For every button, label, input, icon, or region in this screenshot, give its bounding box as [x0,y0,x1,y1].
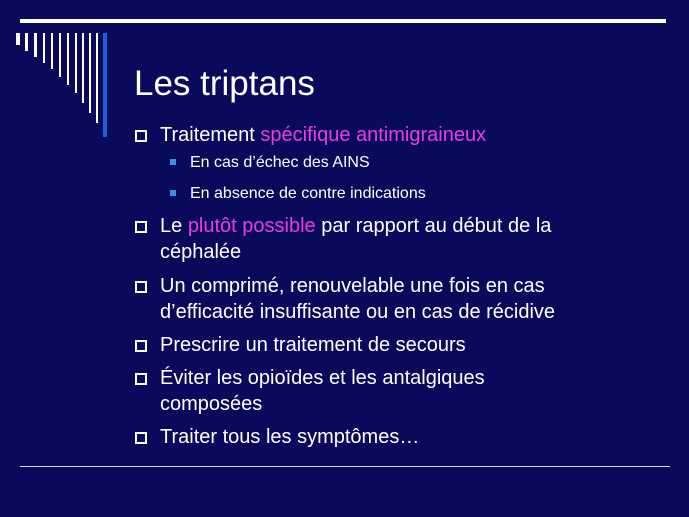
bullet-item: Le plutôt possible par rapport au début de la céphalée [134,213,654,265]
sub-bullet-item: En cas d’échec des AINS [134,153,654,173]
decorative-stripes [16,33,116,143]
bullet-item: Éviter les opioïdes et les antalgiques composées [134,365,654,417]
hollow-square-icon [135,432,147,444]
hollow-square-icon [135,340,147,352]
bullet-item: Prescrire un traitement de secours [134,332,654,358]
highlight-text: plutôt possible [187,215,316,237]
bullet-item: Traiter tous les symptômes… [134,424,654,450]
sub-bullet-item: En absence de contre indications [134,184,654,204]
bullet-list [134,122,654,450]
hollow-square-icon [135,373,147,385]
hollow-square-icon [135,281,147,293]
hollow-square-icon [135,221,147,233]
slide-title: Les triptans [134,64,315,103]
filled-square-icon [170,159,176,165]
hollow-square-icon [135,130,147,142]
highlight-text: spécifique antimigraineux [260,124,487,146]
top-rule [20,19,666,23]
bullet-item: Traitement spécifique antimigraineux [134,122,654,148]
filled-square-icon [170,190,176,196]
bottom-rule [20,466,670,467]
bullet-item: Un comprimé, renouvelable une fois en cas d’efficacité insuffisante ou en cas de récidive [134,273,654,325]
